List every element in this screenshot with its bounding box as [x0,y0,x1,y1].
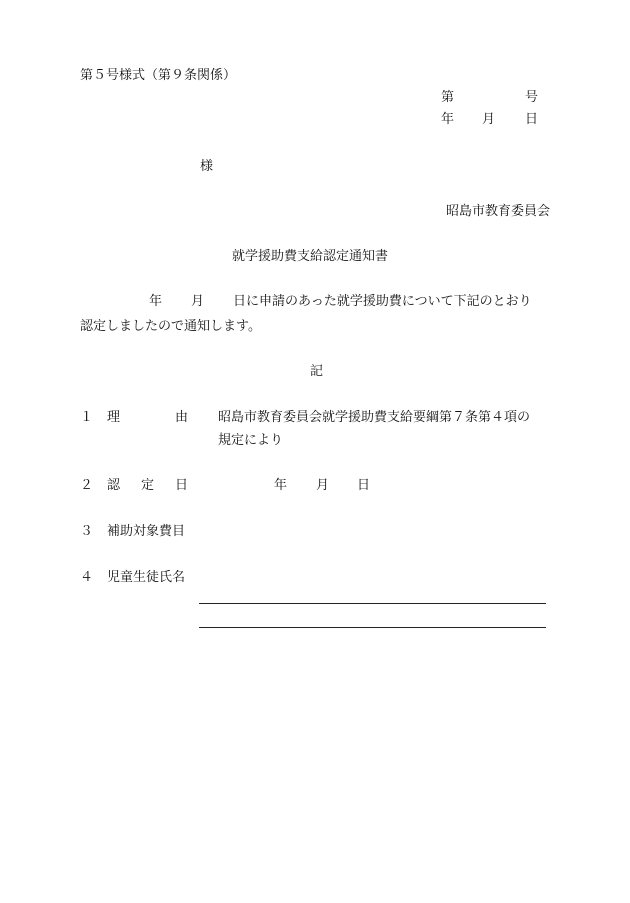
item-2-label-c: 日 [175,478,189,493]
body-month: 月 [191,294,205,309]
item-2-year: 年 [274,478,288,493]
item-4-number: ４ [80,570,94,585]
addressee-suffix: 様 [200,159,214,174]
student-name-line-1 [199,603,546,604]
item-1-label-b: 由 [175,410,189,425]
form-header: 第５号様式（第９条関係） [80,68,237,83]
body-year: 年 [149,294,163,309]
item-2-number: ２ [80,478,94,493]
item-2-label-b: 定 [141,478,155,493]
item-3-label: 補助対象費目 [107,524,186,539]
issuer-name: 昭島市教育委員会 [446,204,551,219]
item-1-label-a: 理 [107,410,121,425]
item-2-day: 日 [357,478,371,493]
body-text-line1: 日に申請のあった就学援助費について下記のとおり [233,294,532,309]
document-title: 就学援助費支給認定通知書 [232,249,389,264]
item-1-text-line1: 昭島市教育委員会就学援助費支給要綱第７条第４項の [218,410,531,425]
doc-number-prefix: 第 [441,90,455,105]
item-1-text-line2: 規定により [218,433,284,448]
date-day: 日 [525,112,539,127]
student-name-line-2 [199,627,546,628]
item-1-number: １ [80,410,94,425]
date-year: 年 [441,112,455,127]
item-3-number: ３ [80,524,94,539]
item-4-label: 児童生徒氏名 [107,570,186,585]
date-month: 月 [482,112,496,127]
body-text-line2: 認定しましたので通知します。 [80,319,261,334]
item-2-label-a: 認 [107,478,121,493]
doc-number-suffix: 号 [525,90,539,105]
ki-heading: 記 [310,364,324,379]
item-2-month: 月 [316,478,330,493]
